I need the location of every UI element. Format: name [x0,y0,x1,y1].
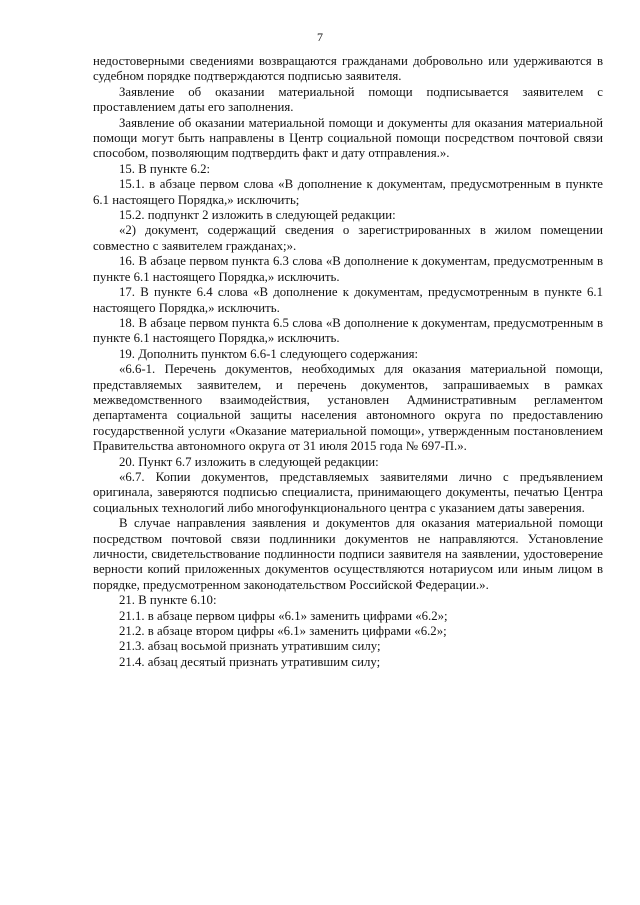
document-body [93,54,603,670]
paragraph-continuation: недостоверными сведениями возвращаются гражданами добровольно или удерживаются в судебном порядке подтверждаются подписью заявителя. [93,54,603,84]
paragraph-item-21-1: 21.1. в абзаце первом цифры «6.1» заменить цифрами «6.2»; [119,608,448,623]
paragraph-item-15-2: 15.2. подпункт 2 изложить в следующей редакции: [119,208,396,223]
paragraph-item-21-2: 21.2. в абзаце втором цифры «6.1» заменить цифрами «6.2»; [119,624,447,639]
paragraph-item-21-4: 21.4. абзац десятый признать утратившим силу; [119,654,381,669]
paragraph: В случае направления заявления и документов для оказания материальной помощи посредством почтовой связи подлинники документов не направляются. Установление личности, свидетельствование подлинности подписи заявителя на заявлении, удостоверение верности копий приложенных документов осуществляются нотариусом или иным лицом в порядке, предусмотренном законодательством Российской Федерации.». [93,516,603,592]
paragraph-item-20: 20. Пункт 6.7 изложить в следующей редакции: [119,454,379,469]
paragraph-item-16: 16. В абзаце первом пункта 6.3 слова «В дополнение к документам, предусмотренным в пункте 6.1 настоящего Порядка,» исключить. [93,254,603,284]
paragraph-item-17: 17. В пункте 6.4 слова «В дополнение к документам, предусмотренным в пункте 6.1 настоящего Порядка,» исключить. [93,285,603,315]
paragraph: Заявление об оказании материальной помощи и документы для оказания материальной помощи могут быть направлены в Центр социальной помощи посредством почтовой связи способом, позволяющим подтвердить факт и дату отправления.». [93,115,603,161]
page-number: 7 [317,30,323,44]
paragraph-item-15: 15. В пункте 6.2: [119,161,211,176]
paragraph-item-19: 19. Дополнить пунктом 6.6-1 следующего содержания: [119,346,419,361]
paragraph-quote: «6.7. Копии документов, представляемых заявителями лично с предъявлением оригинала, заверяются подписью специалиста, принимающего документы, печатью Центра социальных технологий либо многофункционального центра с указанием даты заверения. [93,469,603,515]
paragraph-item-21-3: 21.3. абзац восьмой признать утратившим силу; [119,639,381,654]
paragraph-quote: «6.6-1. Перечень документов, необходимых для оказания материальной помощи, представляемых заявителем, и перечень документов, запрашиваемых в рамках межведомственного взаимодействия, установлен Административным регламентом департамента социальной защиты населения автономного округа по предоставлению государственной услуги «Оказание материальной помощи», утвержденным постановлением Правительства автономного округа от 31 июля 2015 года № 697-П.». [93,362,603,454]
paragraph-quote: «2) документ, содержащий сведения о зарегистрированных в жилом помещении совместно с заявителем гражданах;». [93,223,603,253]
paragraph-item-15-1: 15.1. в абзаце первом слова «В дополнение к документам, предусмотренным в пункте 6.1 настоящего Порядка,» исключить; [93,177,603,207]
paragraph-item-21: 21. В пункте 6.10: [119,593,217,608]
paragraph-item-18: 18. В абзаце первом пункта 6.5 слова «В дополнение к документам, предусмотренным в пункте 6.1 настоящего Порядка,» исключить. [93,315,603,346]
paragraph: Заявление об оказании материальной помощи подписывается заявителем с проставлением даты его заполнения. [93,84,603,115]
